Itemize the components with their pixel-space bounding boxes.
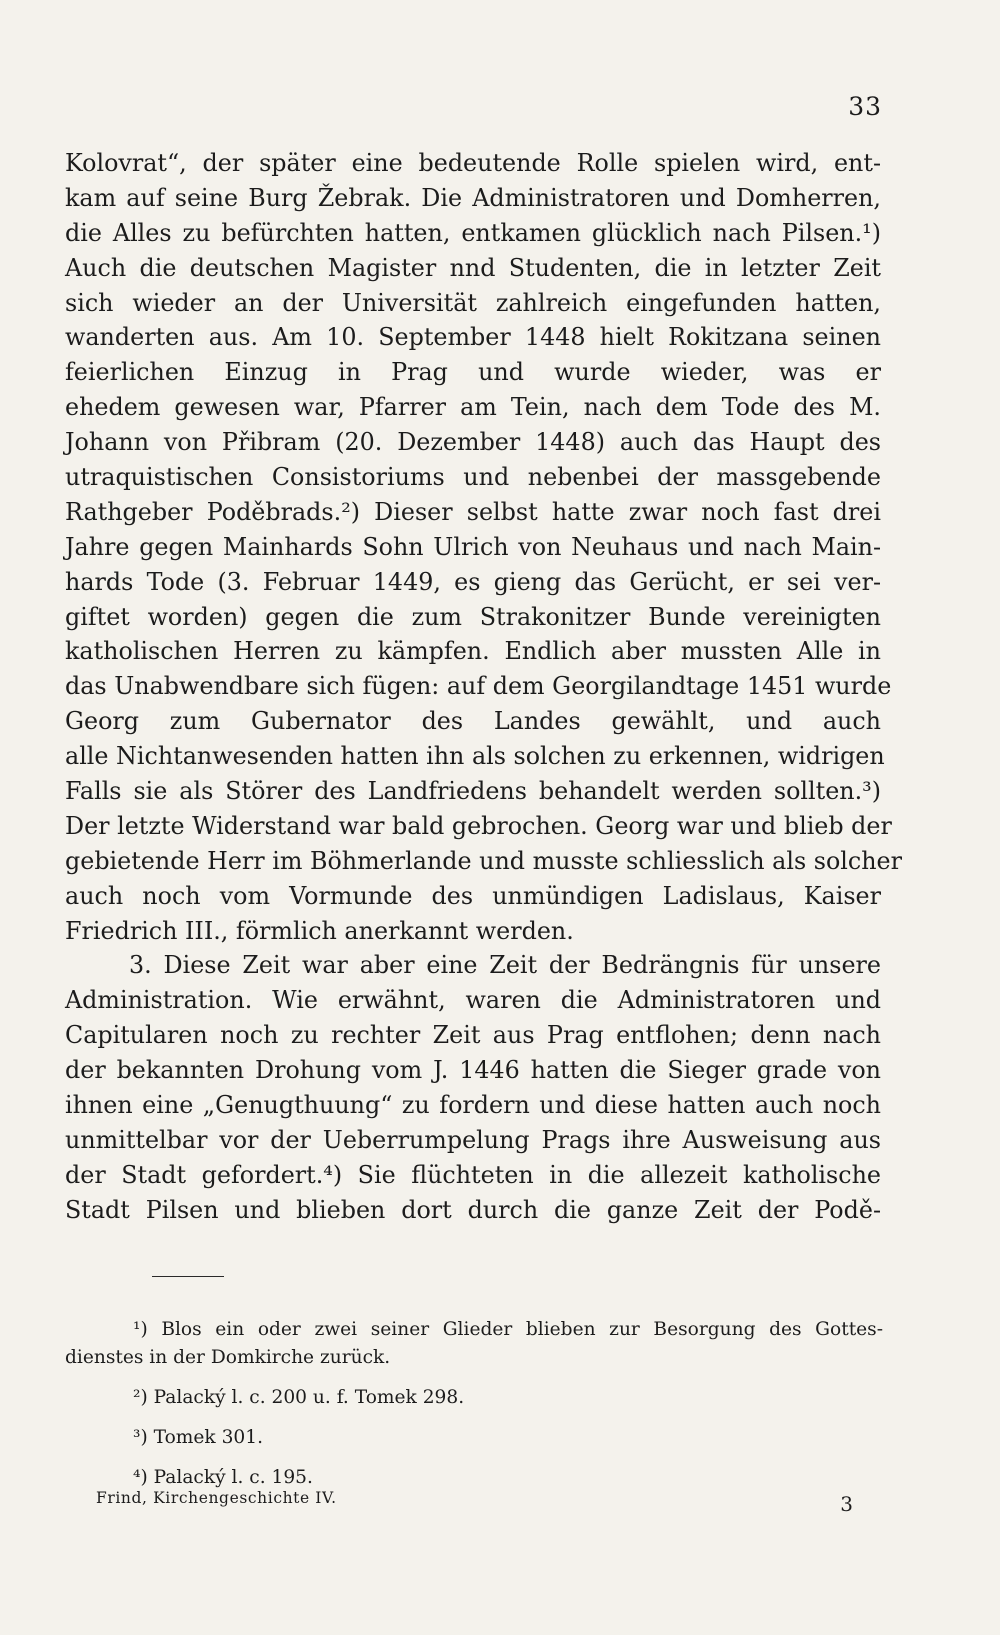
text-line: die Alles zu befürchten hatten, entkamen glücklich nach Pilsen.¹) [65,218,881,247]
signature-mark: 3 [840,1492,853,1516]
text-line: hards Tode (3. Februar 1449, es gieng das Gerücht, er sei ver- [65,567,881,596]
text-line: kam auf seine Burg Žebrak. Die Administratoren und Domherren, [65,183,881,212]
text-line: alle Nichtanwesenden hatten ihn als solchen zu erkennen, widrigen [65,742,885,771]
text-line: Johann von Přibram (20. Dezember 1448) auch das Haupt des [65,428,881,457]
text-line: Administration. Wie erwähnt, waren die Administratoren und [65,986,881,1015]
text-line: Kolovrat“, der später eine bedeutende Rolle spielen wird, ent- [65,149,881,177]
text-line: ehedem gewesen war, Pfarrer am Tein, nach dem Tode des M. [65,393,881,422]
footnote: ⁴) Palacký l. c. 195. [133,1467,313,1488]
text-line: Friedrich III., förmlich anerkannt werden. [65,916,574,945]
main-text [65,146,903,1228]
footnote-continuation: dienstes in der Domkirche zurück. [65,1347,391,1368]
page-number: 33 [848,92,882,121]
footnotes [65,1316,883,1492]
text-line: Jahre gegen Mainhards Sohn Ulrich von Neuhaus und nach Main- [65,532,881,561]
text-line: giftet worden) gegen die zum Strakonitzer Bunde vereinigten [65,602,881,631]
text-line: Auch die deutschen Magister nnd Studenten, die in letzter Zeit [65,253,881,282]
footnote: ²) Palacký l. c. 200 u. f. Tomek 298. [133,1387,465,1408]
text-line: sich wieder an der Universität zahlreich eingefunden hatten, [65,288,881,317]
text-line: gebietende Herr im Böhmerlande und musste schliesslich als solcher [65,846,903,875]
text-line: Stadt Pilsen und blieben dort durch die ganze Zeit der Podě- [65,1195,881,1224]
text-line: Der letzte Widerstand war bald gebrochen. Georg war und blieb der [65,811,892,840]
text-line: feierlichen Einzug in Prag und wurde wieder, was er [65,358,881,387]
text-line: 3. Diese Zeit war aber eine Zeit der Bedrängnis für unsere [129,951,881,980]
text-line: wanderten aus. Am 10. September 1448 hielt Rokitzana seinen [65,323,881,352]
text-line: Georg zum Gubernator des Landes gewählt, und auch [65,707,881,736]
signature-line: Frind, Kirchengeschichte IV. [96,1489,337,1507]
text-line: ihnen eine „Genugthuung“ zu fordern und diese hatten auch noch [65,1091,881,1120]
text-line: der Stadt gefordert.⁴) Sie flüchteten in die allezeit katholische [65,1160,881,1189]
text-line: katholischen Herren zu kämpfen. Endlich aber mussten Alle in [65,637,881,666]
footnote: ³) Tomek 301. [133,1427,263,1448]
text-line: Rathgeber Poděbrads.²) Dieser selbst hatte zwar noch fast drei [65,497,881,526]
footnote: ¹) Blos ein oder zwei seiner Glieder blieben zur Besorgung des Gottes- [133,1319,883,1340]
footnote-separator [152,1276,224,1277]
text-line: Falls sie als Störer des Landfriedens behandelt werden sollten.³) [65,777,881,806]
text-line: utraquistischen Consistoriums und nebenbei der massgebende [65,463,881,492]
text-line: das Unabwendbare sich fügen: auf dem Georgilandtage 1451 wurde [65,672,892,701]
text-line: der bekannten Drohung vom J. 1446 hatten die Sieger grade von [65,1056,881,1085]
text-line: auch noch vom Vormunde des unmündigen Ladislaus, Kaiser [65,881,881,910]
text-line: unmittelbar vor der Ueberrumpelung Prags ihre Ausweisung aus [65,1125,881,1154]
text-line: Capitularen noch zu rechter Zeit aus Prag entflohen; denn nach [65,1021,881,1050]
